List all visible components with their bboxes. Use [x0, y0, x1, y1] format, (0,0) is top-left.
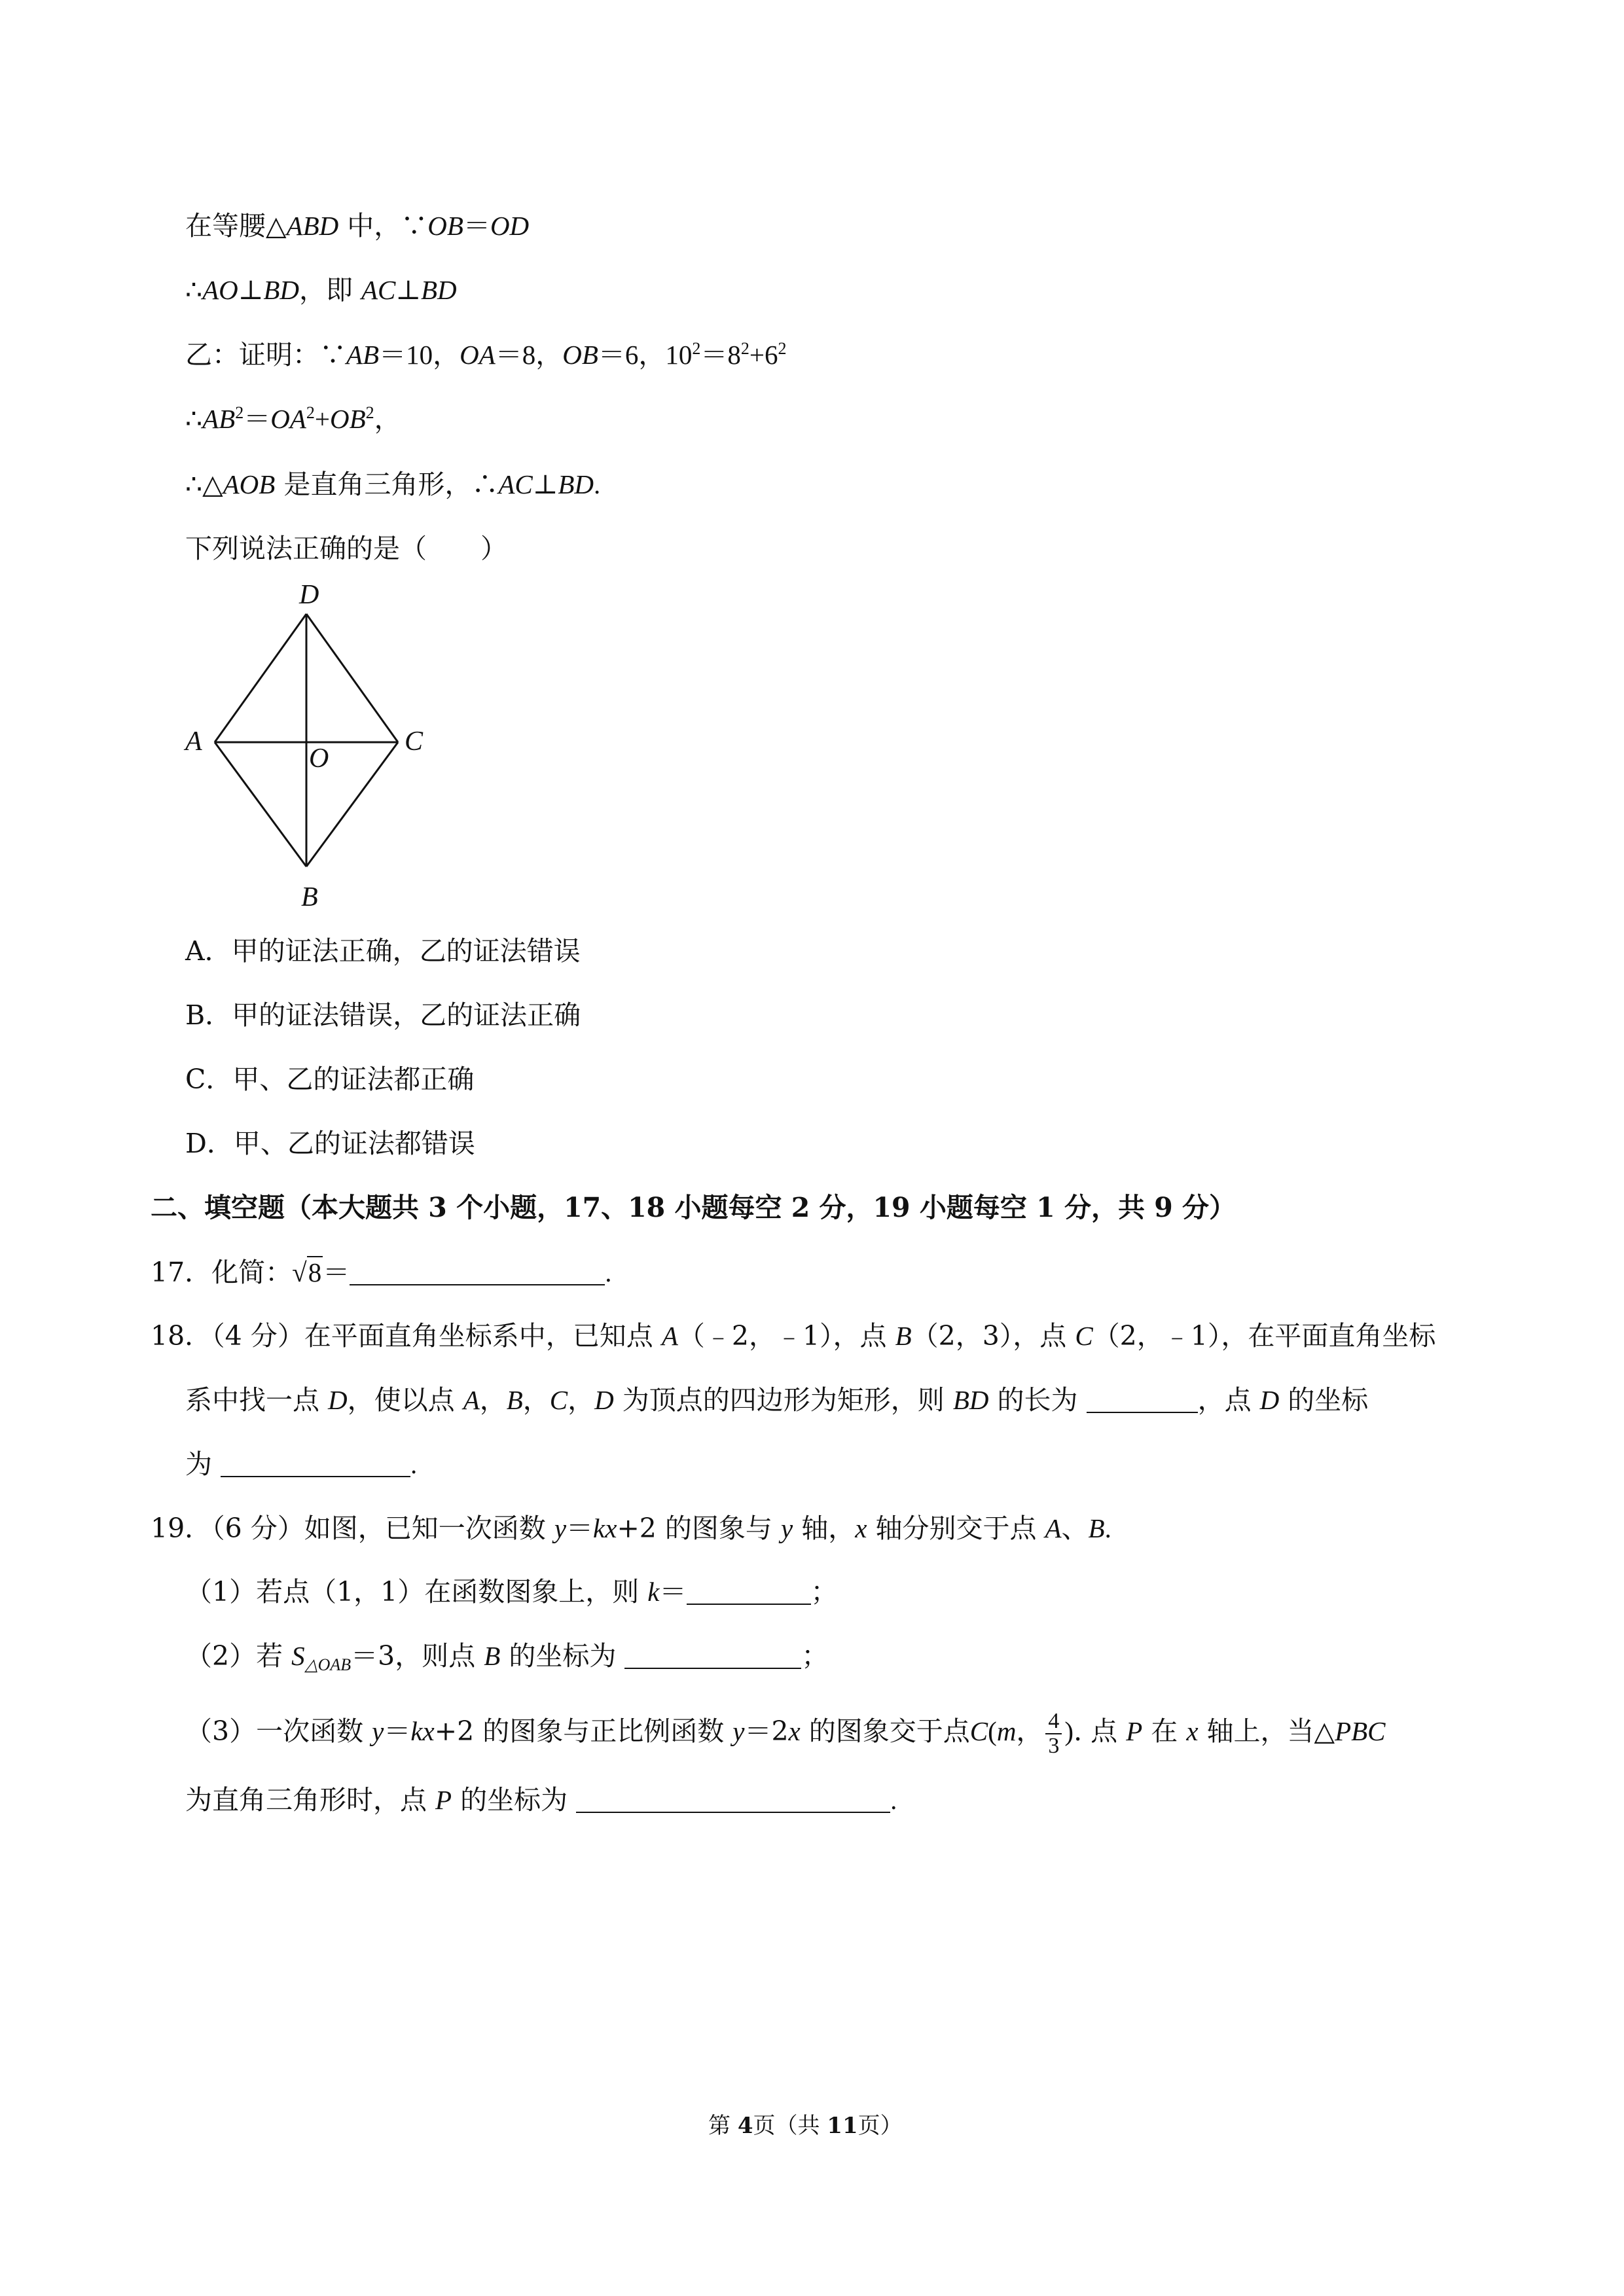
page-footer: 第 4页（共 11页） [708, 2113, 903, 2139]
answer-blank-18-bd[interactable] [1087, 1386, 1198, 1413]
proof-yi-line-1: 乙：证明：∵AB＝10，OA＝8，OB＝6，$10^2=8^2+6^2$ [185, 339, 787, 370]
proof-jia-line-1: 在等腰△ABD 中，∵OB＝OD [185, 210, 530, 242]
question-19-part-2: （2）若 $S_{\triangle OAB}=3$，则点 B 的坐标为 ； [185, 1640, 829, 1674]
proof-yi-line-2: $\therefore AB^2=OA^2+OB^2$， [185, 403, 401, 435]
question-18-line-2: 系中找一点 D，使以点 A，B，C，D 为顶点的四边形为矩形，则 BD 的长为 ，点 D 的坐标 [185, 1384, 1369, 1416]
answer-blank-17[interactable] [350, 1258, 605, 1285]
label-a: A [185, 726, 202, 757]
question-19-line-1: 19．（6 分）如图，已知一次函数 y＝kx+2 的图象与 y 轴，x 轴分别交于点 A、B. [151, 1513, 1111, 1544]
option-b: B．甲的证法错误，乙的证法正确 [185, 999, 581, 1031]
proof-yi-line-3: ∴△AOB 是直角三角形，∴AC⊥BD. [185, 469, 601, 500]
option-c: C．甲、乙的证法都正确 [185, 1064, 475, 1095]
edge-dc [306, 614, 398, 742]
page-number: 4 [737, 2113, 753, 2139]
edge-ab [215, 742, 306, 867]
option-a: A．甲的证法正确，乙的证法错误 [185, 935, 581, 967]
edge-da [215, 614, 306, 742]
proof-jia-line-2: ∴AO⊥BD，即 AC⊥BD [185, 274, 457, 306]
page-total: 11 [827, 2113, 858, 2139]
label-c: C [405, 726, 424, 757]
label-o: O [309, 744, 329, 774]
answer-blank-19-2[interactable] [624, 1641, 801, 1669]
question-19-part-3-line-1: （3）一次函数 y＝kx+2 的图象与正比例函数 y＝2x 的图象交于点C(m， $\frac{4}{3}$ ). 点 P 在 x 轴上，当△PBC [185, 1708, 1386, 1758]
question-prompt: 下列说法正确的是（ ） [185, 533, 507, 564]
option-d: D．甲、乙的证法都错误 [185, 1128, 475, 1159]
question-19-part-1: （1）若点（1，1）在函数图象上，则 k＝ ； [185, 1576, 838, 1607]
answer-blank-18-d[interactable] [221, 1450, 410, 1477]
answer-blank-19-3[interactable] [576, 1785, 890, 1813]
label-d: D [299, 580, 319, 610]
label-b: B [301, 882, 318, 912]
question-19-part-3-line-2: 为直角三角形时，点 P 的坐标为 . [185, 1784, 897, 1816]
answer-blank-19-1[interactable] [687, 1577, 811, 1605]
question-18-line-1: 18．（4 分）在平面直角坐标系中，已知点 A（﹣2，﹣1），点 B（2，3），点 C（2，﹣1），在平面直角坐标 [151, 1320, 1436, 1352]
question-17: 17．化简：√8＝ . [151, 1257, 612, 1288]
section-2-title: 二、填空题（本大题共 3 个小题，17、18 小题每空 2 分，19 小题每空 1 分，共 9 分） [151, 1192, 1236, 1223]
fraction-four-thirds: $\frac{4}{3}$ [1045, 1710, 1062, 1758]
question-18-line-3: 为 . [185, 1448, 418, 1480]
